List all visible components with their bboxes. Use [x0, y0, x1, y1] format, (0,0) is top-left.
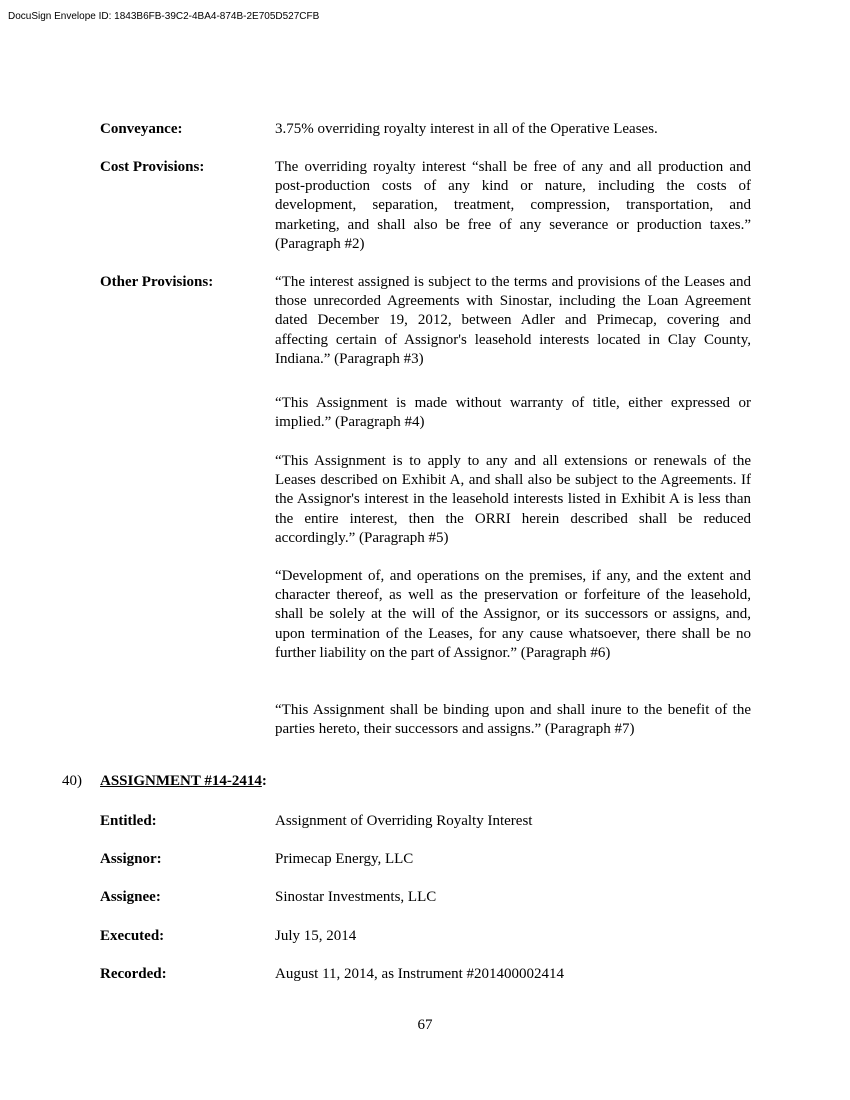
conveyance-label: Conveyance: — [100, 121, 183, 137]
assignment-title: ASSIGNMENT #14-2414 — [100, 773, 262, 789]
entitled-row — [100, 812, 751, 831]
docusign-envelope-id: DocuSign Envelope ID: 1843B6FB-39C2-4BA4-874B-2E705D527CFB — [8, 11, 320, 22]
assignment-heading — [62, 772, 267, 791]
recorded-label: Recorded: — [100, 966, 167, 982]
assignee-value: Sinostar Investments, LLC — [275, 889, 437, 905]
other-provisions-paragraph-7: “This Assignment shall be binding upon and shall inure to the benefit of the parties hereto, their successors and assigns.” (Paragraph #7) — [275, 702, 751, 738]
assignment-number: 40) — [62, 773, 82, 789]
entitled-value: Assignment of Overriding Royalty Interest — [275, 813, 533, 829]
cost-provisions-value: The overriding royalty interest “shall be free of any and all production and post-production costs of any kind or nature, including the costs of development, separation, treatment, compression, transportation, and marketing, and shall also be free of any severance or production taxes.” (Paragraph #2) — [275, 159, 751, 252]
cost-provisions-row — [100, 158, 751, 254]
assignee-label: Assignee: — [100, 889, 161, 905]
assignee-row — [100, 888, 751, 907]
other-provisions-paragraph-3: “The interest assigned is subject to the terms and provisions of the Leases and those unrecorded Agreements with Sinostar, including the Loan Agreement dated December 19, 2012, between Adler and Primecap, covering and affecting certain of Assignor's leasehold interests located in Clay County, Indiana.” (Paragraph #3) — [275, 274, 751, 367]
other-provisions-paragraph-6: “Development of, and operations on the premises, if any, and the extent and character thereof, as well as the preservation or forfeiture of the leasehold, shall be solely at the will of the Assignor, or its successors or assigns, and, upon termination of the Leases, for any cause whatsoever, there shall be no further liability on the part of Assignor.” (Paragraph #6) — [275, 568, 751, 661]
executed-label: Executed: — [100, 928, 165, 944]
other-provisions-row — [100, 273, 751, 369]
other-provisions-label: Other Provisions: — [100, 274, 214, 290]
assignor-value: Primecap Energy, LLC — [275, 851, 414, 867]
recorded-row — [100, 965, 751, 984]
entitled-label: Entitled: — [100, 813, 157, 829]
assignment-title-colon: : — [261, 773, 267, 789]
recorded-value: August 11, 2014, as Instrument #201400002414 — [275, 966, 565, 982]
conveyance-row — [100, 120, 751, 139]
other-provisions-paragraph-5: “This Assignment is to apply to any and all extensions or renewals of the Leases described on Exhibit A, and shall also be subject to the Agreements. If the Assignor's interest in the leasehold interests listed in Exhibit A is less than the entire interest, then the ORRI herein described shall be reduced accordingly.” (Paragraph #5) — [275, 453, 751, 546]
executed-value: July 15, 2014 — [275, 928, 357, 944]
assignor-label: Assignor: — [100, 851, 162, 867]
assignor-row — [100, 850, 751, 869]
cost-provisions-label: Cost Provisions: — [100, 159, 205, 175]
other-provisions-paragraph-4: “This Assignment is made without warranty of title, either expressed or implied.” (Paragraph #4) — [275, 395, 751, 431]
executed-row — [100, 927, 751, 946]
page-number: 67 — [417, 1017, 433, 1033]
conveyance-value: 3.75% overriding royalty interest in all of the Operative Leases. — [275, 121, 658, 137]
